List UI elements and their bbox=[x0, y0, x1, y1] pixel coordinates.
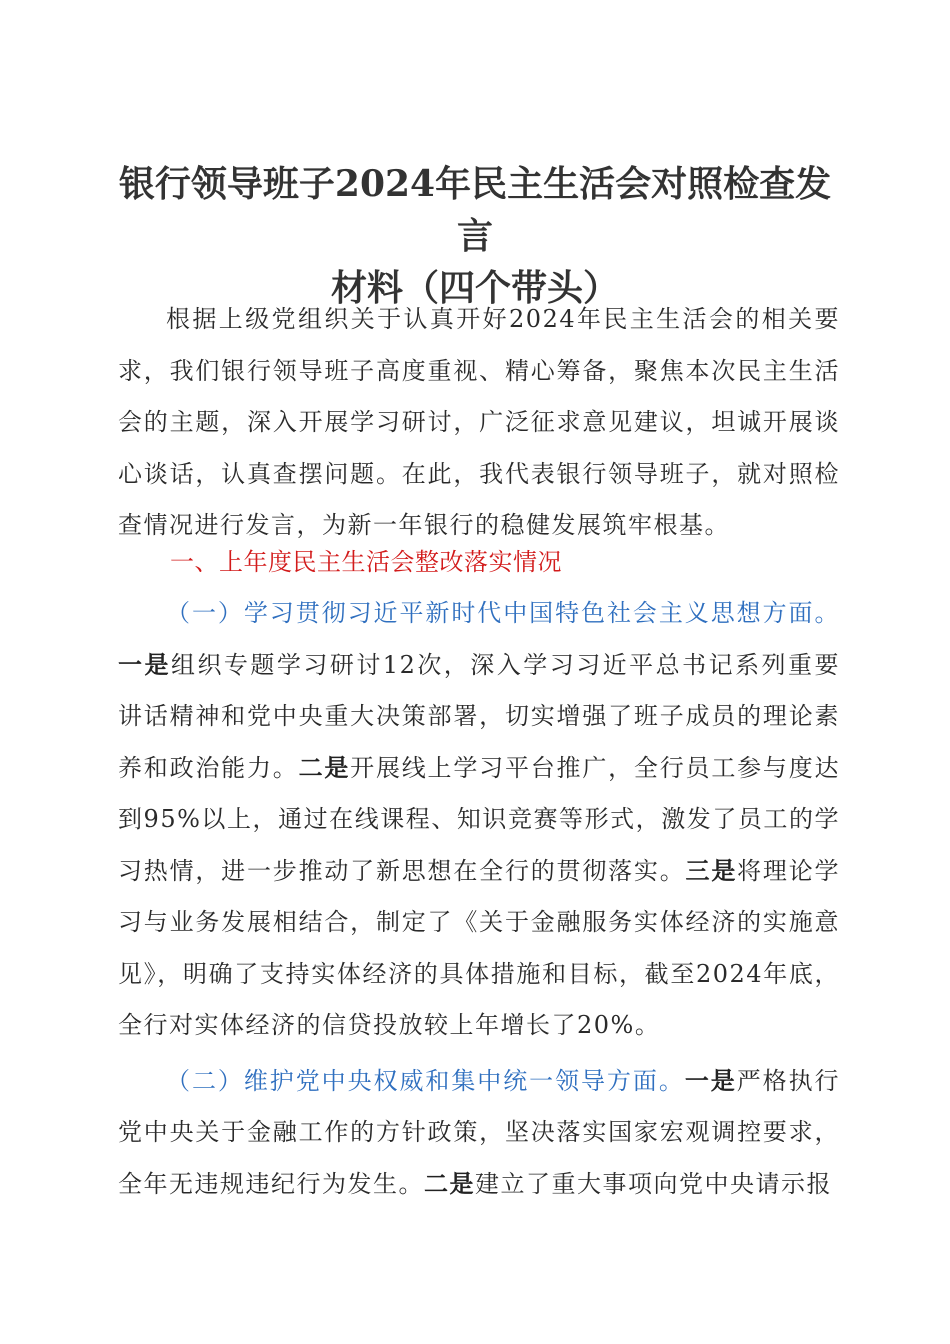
section-heading-1: 一、上年度民主生活会整改落实情况 bbox=[170, 548, 562, 576]
paragraph-text: 建立了重大事项向党中央请示报 bbox=[475, 1169, 832, 1198]
section-1-body bbox=[118, 588, 840, 1210]
title-line-2: 材料（四个带头） bbox=[330, 267, 619, 309]
lead-marker: 二是 bbox=[298, 753, 351, 782]
subsection-1-heading: （一）学习贯彻习近平新时代中国特色社会主义思想方面。 bbox=[166, 599, 840, 627]
subsection-2-heading: （二）维护党中央权威和集中统一领导方面。 bbox=[166, 1066, 685, 1095]
title-line-1: 银行领导班子2024年民主生活会对照检查发言 bbox=[118, 163, 832, 257]
paragraph-text: 严格执行党中央关于金融工作的方针政策，坚决落实国家宏观调控要求，全年无违规违纪行为发生。 bbox=[118, 1066, 841, 1198]
intro-paragraph: 根据上级党组织关于认真开好2024年民主生活会的相关要求，我们银行领导班子高度重视、精心筹备，聚焦本次民主生活会的主题，深入开展学习研讨，广泛征求意见建议，坦诚开展谈心谈话，认真查摆问题。在此，我代表银行领导班子，就对照检查情况进行发言，为新一年银行的稳健发展筑牢根基。 bbox=[118, 305, 840, 539]
subsection-1-paragraph bbox=[118, 588, 840, 1052]
document-title bbox=[110, 158, 840, 314]
lead-marker: 二是 bbox=[424, 1169, 475, 1198]
lead-marker: 一是 bbox=[118, 650, 171, 679]
paragraph-text: 组织专题学习研讨12次，深入学习习近平总书记系列重要讲话精神和党中央重大决策部署，切实增强了班子成员的理论素养和政治能力。 bbox=[118, 650, 841, 782]
paragraph-text: 开展线上学习平台推广，全行员工参与度达到95%以上，通过在线课程、知识竞赛等形式，激发了员工的学习热情，进一步推动了新思想在全行的贯彻落实。 bbox=[118, 753, 841, 885]
subsection-2-paragraph bbox=[118, 1056, 840, 1211]
lead-marker: 一是 bbox=[684, 1066, 737, 1095]
lead-marker: 三是 bbox=[685, 856, 738, 885]
paragraph-text: 将理论学习与业务发展相结合，制定了《关于金融服务实体经济的实施意见》，明确了支持实体经济的具体措施和目标，截至2024年底，全行对实体经济的信贷投放较上年增长了20%。 bbox=[118, 856, 841, 1039]
intro-block bbox=[118, 294, 840, 552]
